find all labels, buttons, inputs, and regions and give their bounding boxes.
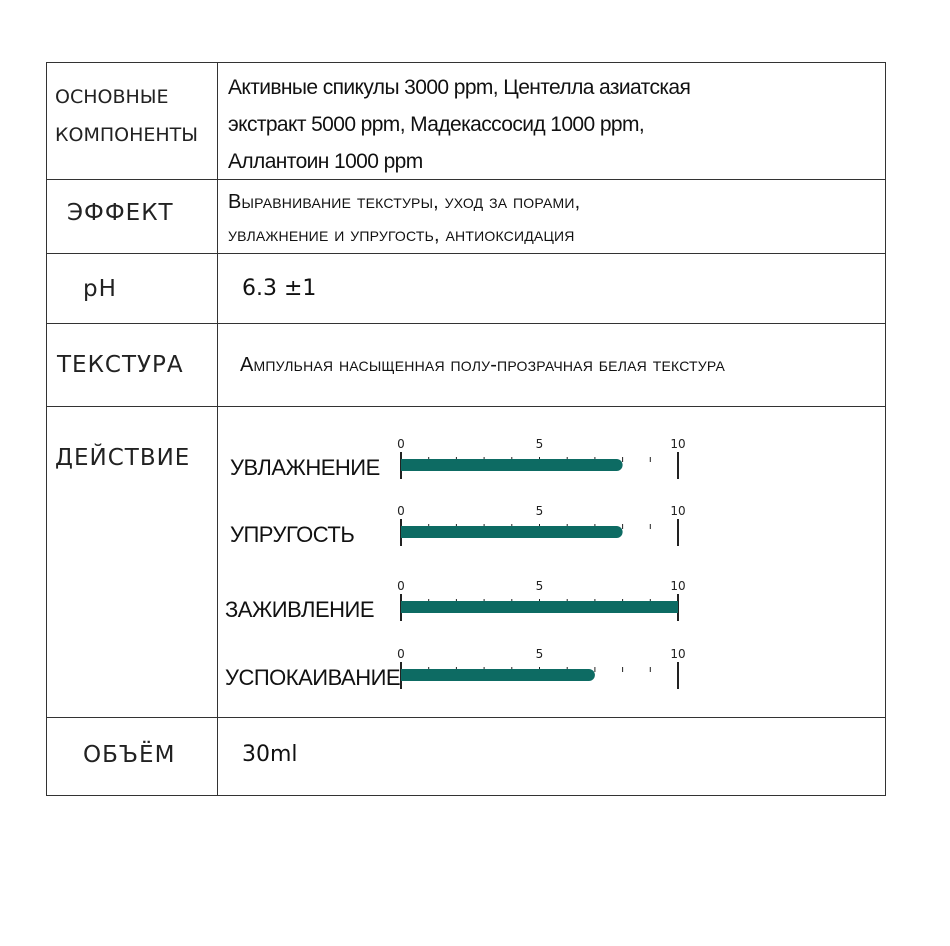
label-cell (47, 254, 218, 323)
label-texture: ТЕКСТУРА (57, 352, 184, 378)
value-cell (218, 324, 885, 406)
rating-bar (401, 601, 678, 613)
value-cell (218, 63, 885, 179)
rating-bar (401, 669, 595, 681)
tick-label: 10 (670, 647, 686, 661)
label-cell (47, 407, 218, 717)
rating-row (218, 504, 878, 564)
label-volume: ОБЪЁМ (83, 742, 176, 768)
rating-label: УВЛАЖНЕНИЕ (230, 455, 380, 480)
label-effect: ЭФФЕКТ (67, 200, 174, 226)
rating-scale (218, 647, 738, 707)
tick-label: 5 (535, 579, 544, 593)
tick-label: 10 (670, 504, 686, 518)
rating-row (218, 437, 878, 497)
row-effect (47, 180, 885, 254)
row-texture (47, 324, 885, 407)
rating-scale (218, 504, 738, 564)
volume-value: 30ml (242, 742, 298, 767)
components-line3: Аллантоин 1000 ppm (228, 150, 423, 173)
tick-label: 5 (535, 504, 544, 518)
value-cell (218, 254, 885, 323)
tick-label: 10 (670, 437, 686, 451)
tick-label: 0 (397, 579, 405, 593)
rating-row (218, 647, 878, 707)
row-volume (47, 718, 885, 795)
row-action (47, 407, 885, 718)
tick-label: 5 (535, 647, 544, 661)
tick-label: 0 (397, 437, 405, 451)
tick-label: 0 (397, 504, 405, 518)
value-cell (218, 718, 885, 795)
rating-bar (401, 459, 623, 471)
tick-label: 0 (397, 647, 405, 661)
row-ph (47, 254, 885, 324)
components-line2: экстракт 5000 ppm, Мадекассосид 1000 ppm, (228, 113, 645, 136)
rating-scale (218, 437, 738, 497)
rating-label: УСПОКАИВАНИЕ (225, 665, 401, 690)
label-cell (47, 63, 218, 179)
spec-table (46, 62, 886, 796)
rating-scale (218, 579, 738, 639)
components-line1: Активные спикулы 3000 ppm, Центелла азиатская (228, 76, 691, 99)
value-cell (218, 180, 885, 253)
label-components-line1: ОСНОВНЫЕ (55, 86, 169, 108)
action-rating-chart (218, 407, 885, 717)
tick-label: 5 (535, 437, 544, 451)
texture-value: Ампульная насыщенная полу-прозрачная белая текстура (240, 354, 726, 376)
label-cell (47, 180, 218, 253)
ph-value: 6.3 ±1 (242, 276, 317, 301)
rating-label: УПРУГОСТЬ (230, 522, 355, 547)
label-action: ДЕЙСТВИЕ (55, 445, 191, 471)
tick-label: 10 (670, 579, 686, 593)
label-components-line2: КОМПОНЕНТЫ (55, 124, 199, 146)
effect-line2: увлажнение и упругость, антиоксидация (228, 224, 575, 246)
label-ph: pH (83, 276, 117, 302)
rating-bar (401, 526, 623, 538)
row-components (47, 63, 885, 180)
rating-row (218, 579, 878, 639)
label-cell (47, 324, 218, 406)
effect-line1: Выравнивание текстуры, уход за порами, (228, 191, 581, 213)
label-cell (47, 718, 218, 795)
rating-label: ЗАЖИВЛЕНИЕ (225, 597, 374, 622)
